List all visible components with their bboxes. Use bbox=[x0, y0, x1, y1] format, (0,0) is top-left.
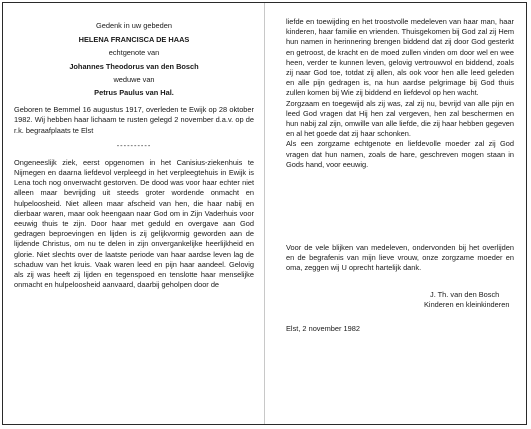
thanks-text: Voor de vele blijken van medeleven, ondervonden bij het overlijden en de begrafenis van mijn lieve vrouw, onze zorgzame moeder en oma, zeggen wij U oprecht hartelijk dank. bbox=[286, 243, 514, 273]
memorial-text: Ongeneeslijk ziek, eerst opgenomen in het Canisius-ziekenhuis te Nijmegen en daarna liefdevol verpleegd in het verpleegtehuis in Ewijk is Lena toch nog onverwacht gestorven. De dood was voor haar echter niet alleen maar bevrijding uit steeds groter wordende onmacht en hulpeloosheid. Niet alleen maar afscheid van hen, die haar nabij en dierbaar waren, maar ook heengaan naar God om in Zijn Vaderhuis voor eeuwig thuis te zijn. Door haar met geduld en overgave aan God gedragen beproevingen en lijden is zij gelijkvormig geworden aan de lijdende Christus, om nu te delen in zijn onvergankelijke heerlijkheid en glorie. Niet slechts over de laatste periode van haar aardse leven lag de schaduw van het kruis. Vaak waren leed en pijn haar aandeel. Gelovig als zij was heeft zij lijden en tegenspoed en tenslotte haar menselijke onmacht en hulpeloosheid aanvaard, daarbij geholpen door de bbox=[14, 157, 254, 290]
signature-family: Kinderen en kleinkinderen bbox=[424, 299, 510, 309]
signature-name: J. Th. van den Bosch bbox=[430, 289, 500, 299]
widow-label: weduwe van bbox=[113, 74, 155, 84]
place-date: Elst, 2 november 1982 bbox=[286, 324, 360, 334]
memorial-paragraph-3: Als een zorgzame echtgenote en liefdevolle moeder zal zij God vragen dat hun namen, zoals de hare, geschreven mogen staan in Gods hand, voor eeuwig. bbox=[286, 139, 514, 169]
divider: ---------- bbox=[116, 140, 152, 150]
right-page bbox=[286, 0, 514, 334]
intro-text: Gedenk in uw gebeden bbox=[95, 21, 173, 30]
spouse-name: Johannes Theodorus van den Bosch bbox=[69, 61, 199, 71]
memorial-text-continued: liefde en toewijding en het troostvolle medeleven van haar man, haar kinderen, haar familie en vrienden. Thuisgekomen bij God zal zij Hem hun namen in herinnering brengen biddend dat zij door God gesterkt en getroost, de kracht en de moed zullen vinden om door wel en wee heen, verder te kunnen leven, gelovig vertrouwvol en biddend, zoals zij naar God toe, totdat zij allen, als ook voor hen alle leed geleden en alle pijn gedragen is, na hun aardse pelgrimage bij God thuis zullen komen bij Wie zij biddend en liefdevol op hen wacht. bbox=[286, 17, 514, 98]
first-husband-name: Petrus Paulus van Hal. bbox=[94, 88, 174, 98]
card-fold-line bbox=[264, 3, 265, 424]
spouse-label: echtgenote van bbox=[108, 48, 160, 58]
left-page bbox=[14, 0, 254, 290]
memorial-paragraph-2: Zorgzaam en toegewijd als zij was, zal zij nu, bevrijd van alle pijn en leed God vragen dat Hij hen zal vergeven, hen zal beschermen en hun nabij zal zijn, omwille van alle liefde, die zij haar hebben gegeven en al het goede dat zij haar schonken. bbox=[286, 98, 514, 139]
biography: Geboren te Bemmel 16 augustus 1917, overleden te Ewijk op 28 oktober 1982. Wij hebben haar lichaam te rusten gelegd 2 november d.a.v. op de r.k. begraafplaats te Elst bbox=[14, 105, 254, 135]
deceased-name: HELENA FRANCISCA DE HAAS bbox=[78, 35, 190, 45]
